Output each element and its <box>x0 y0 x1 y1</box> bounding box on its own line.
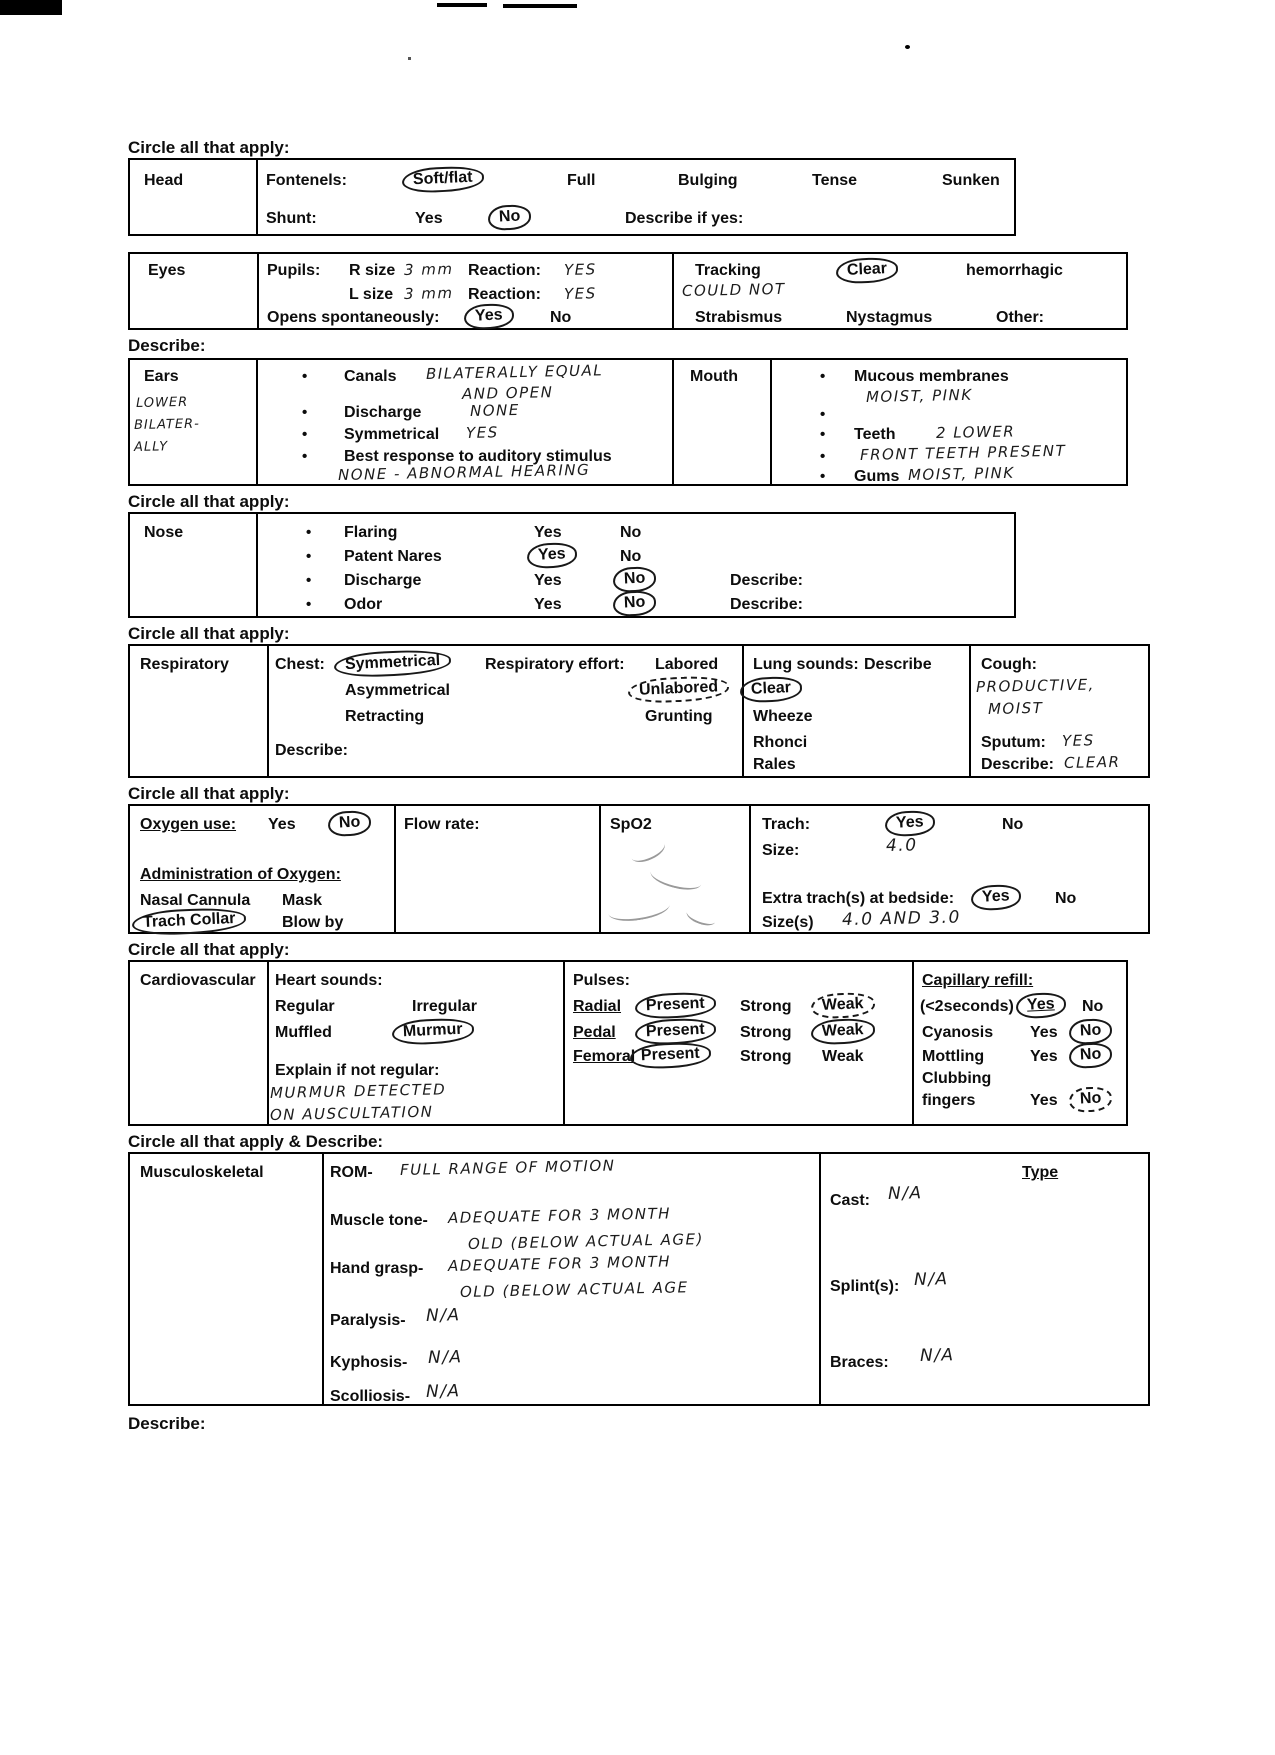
circle-all-label-cardio: Circle all that apply: <box>128 940 290 959</box>
option-soft-flat: Soft/flat <box>401 165 484 194</box>
musculoskeletal-title: Musculoskeletal <box>140 1164 264 1181</box>
cyanosis-yes: Yes <box>1030 1024 1058 1041</box>
femoral-present: Present <box>629 1041 711 1069</box>
muscle-tone-value: ADEQUATE FOR 3 MONTH <box>447 1204 672 1227</box>
scan-dot-artifact <box>905 45 910 49</box>
ears-margin-note: BILATER- <box>133 416 200 433</box>
explain-label: Explain if not regular: <box>275 1062 440 1079</box>
rom-value: FULL RANGE OF MOTION <box>399 1156 616 1179</box>
radial-present: Present <box>634 991 716 1019</box>
r-reaction-value: YES <box>563 260 597 279</box>
bullet-icon: • <box>820 468 826 485</box>
effort-label: Respiratory effort: <box>485 656 625 673</box>
trach-size-value: 4.0 <box>885 835 918 856</box>
nose-discharge-label: Discharge <box>344 572 422 589</box>
bullet-icon: • <box>302 404 308 421</box>
l-size-value: 3 mm <box>403 283 454 303</box>
respiratory-section <box>128 644 1150 778</box>
pulse-pedal: Pedal <box>573 1024 616 1041</box>
eyes-section <box>128 252 1128 330</box>
circle-all-label-oxygen: Circle all that apply: <box>128 784 290 803</box>
lung-describe-option: Describe <box>864 656 932 673</box>
column-divider <box>819 1154 821 1404</box>
explain-value: MURMUR DETECTED <box>269 1080 447 1102</box>
radial-strong: Strong <box>740 998 792 1015</box>
canals-value: AND OPEN <box>461 383 554 403</box>
shunt-label: Shunt: <box>266 210 317 227</box>
trach-collar-option: Trach Collar <box>132 907 247 937</box>
pedal-present: Present <box>634 1017 716 1045</box>
femoral-weak: Weak <box>822 1048 864 1065</box>
circle-all-label-respiratory: Circle all that apply: <box>128 624 290 643</box>
cough-describe-value: CLEAR <box>1063 752 1121 772</box>
pulse-radial: Radial <box>573 998 622 1015</box>
column-divider <box>599 806 601 932</box>
nose-discharge-no: No <box>612 566 656 593</box>
auditory-value: NONE - ABNORMAL HEARING <box>337 460 591 484</box>
effort-grunting: Grunting <box>645 708 713 725</box>
mucous-label: Mucous membranes <box>854 368 1009 385</box>
oxygen-use-no: No <box>327 810 371 837</box>
flaring-yes: Yes <box>534 524 562 541</box>
nystagmus-option: Nystagmus <box>846 309 933 326</box>
mottling-yes: Yes <box>1030 1048 1058 1065</box>
ear-discharge-value: NONE <box>469 400 520 420</box>
extra-trach-label: Extra trach(s) at bedside: <box>762 890 955 907</box>
patent-nares-yes: Yes <box>526 542 577 569</box>
gums-label: Gums <box>854 468 900 485</box>
odor-yes: Yes <box>534 596 562 613</box>
lung-wheeze: Wheeze <box>753 708 813 725</box>
tracking-clear: Clear <box>835 257 898 285</box>
option-tense: Tense <box>812 172 858 189</box>
option-sunken: Sunken <box>942 172 1000 189</box>
head-section <box>128 158 1016 236</box>
extra-trach-no: No <box>1055 890 1077 907</box>
scolliosis-label: Scolliosis- <box>330 1388 411 1405</box>
option-full: Full <box>567 172 596 189</box>
muscle-tone-value: OLD (BELOW ACTUAL AGE) <box>467 1230 705 1253</box>
l-size-label: L size <box>349 286 394 303</box>
bullet-icon: • <box>302 368 308 385</box>
trach-label: Trach: <box>762 816 811 833</box>
cast-label: Cast: <box>830 1192 871 1209</box>
type-heading: Type <box>1022 1164 1059 1181</box>
cough-value: PRODUCTIVE, <box>975 675 1096 696</box>
circle-all-label-head: Circle all that apply: <box>128 138 290 157</box>
mask-option: Mask <box>282 892 323 909</box>
lung-rhonci: Rhonci <box>753 734 808 751</box>
bullet-icon: • <box>302 426 308 443</box>
scan-edge-artifact <box>0 0 62 15</box>
hand-grasp-value: OLD (BELOW ACTUAL AGE <box>459 1278 689 1301</box>
pencil-scribble <box>648 862 703 894</box>
gums-value: MOIST, PINK <box>907 463 1015 484</box>
effort-unlabored: Unlabored <box>628 675 730 704</box>
pedal-strong: Strong <box>740 1024 792 1041</box>
cardiovascular-section <box>128 960 1128 1126</box>
sputum-value: YES <box>1061 731 1095 750</box>
patent-nares-label: Patent Nares <box>344 548 442 565</box>
lung-rales: Rales <box>753 756 796 773</box>
pulse-femoral: Femoral <box>573 1048 636 1065</box>
braces-label: Braces: <box>830 1354 889 1371</box>
capillary-yes: Yes <box>1015 992 1066 1019</box>
clubbing-label: Clubbing <box>922 1070 992 1087</box>
column-divider <box>672 360 674 484</box>
scan-dash-artifact <box>437 3 487 7</box>
r-reaction-label: Reaction: <box>468 262 541 279</box>
column-divider <box>256 160 258 234</box>
shunt-no: No <box>487 204 531 231</box>
admin-oxygen-label: Administration of Oxygen: <box>140 866 341 883</box>
femoral-strong: Strong <box>740 1048 792 1065</box>
rom-label: ROM- <box>330 1164 373 1181</box>
nose-discharge-yes: Yes <box>534 572 562 589</box>
column-divider <box>563 962 565 1124</box>
mottling-no: No <box>1068 1042 1112 1069</box>
explain-value: ON AUSCULTATION <box>269 1102 434 1124</box>
flaring-no: No <box>620 524 642 541</box>
column-divider <box>267 646 269 776</box>
column-divider <box>267 962 269 1124</box>
muscle-tone-label: Muscle tone- <box>330 1212 428 1229</box>
chest-symmetrical: Symmetrical <box>334 648 452 678</box>
column-divider <box>912 962 914 1124</box>
other-label: Other: <box>996 309 1044 326</box>
opens-yes: Yes <box>463 303 514 330</box>
extra-sizes-label: Size(s) <box>762 914 814 931</box>
bullet-icon: • <box>306 524 312 541</box>
paralysis-value: N/A <box>425 1305 461 1326</box>
odor-label: Odor <box>344 596 383 613</box>
teeth-label: Teeth <box>854 426 896 443</box>
flow-rate-label: Flow rate: <box>404 816 480 833</box>
bullet-icon: • <box>820 368 826 385</box>
hand-grasp-label: Hand grasp- <box>330 1260 424 1277</box>
bullet-icon: • <box>820 448 826 465</box>
flaring-label: Flaring <box>344 524 398 541</box>
blow-by-option: Blow by <box>282 914 344 931</box>
fontenels-label: Fontenels: <box>266 172 347 189</box>
strabismus-option: Strabismus <box>695 309 783 326</box>
lung-clear: Clear <box>739 676 802 704</box>
sputum-label: Sputum: <box>981 734 1046 751</box>
tracking-label: Tracking <box>695 262 761 279</box>
kyphosis-label: Kyphosis- <box>330 1354 408 1371</box>
column-divider <box>742 646 744 776</box>
column-divider <box>256 514 258 616</box>
radial-weak: Weak <box>810 992 875 1020</box>
heart-irregular: Irregular <box>412 998 477 1015</box>
heart-regular: Regular <box>275 998 335 1015</box>
pencil-scribble <box>628 835 668 866</box>
lung-sounds-label: Lung sounds: <box>753 656 859 673</box>
shunt-describe-label: Describe if yes: <box>625 210 744 227</box>
splint-label: Splint(s): <box>830 1278 900 1295</box>
capillary-no: No <box>1082 998 1104 1015</box>
splint-value: N/A <box>913 1269 949 1290</box>
bullet-icon: • <box>302 448 308 465</box>
nasal-cannula-option: Nasal Cannula <box>140 892 251 909</box>
oxygen-use-yes: Yes <box>268 816 296 833</box>
mottling-label: Mottling <box>922 1048 985 1065</box>
column-divider <box>969 646 971 776</box>
pencil-scribble <box>607 893 672 924</box>
column-divider <box>770 360 772 484</box>
shunt-yes: Yes <box>415 210 443 227</box>
ears-margin-note: LOWER <box>135 394 189 411</box>
canals-label: Canals <box>344 368 397 385</box>
cardiovascular-title: Cardiovascular <box>140 972 256 989</box>
spo2-label: SpO2 <box>610 816 652 833</box>
heart-muffled: Muffled <box>275 1024 332 1041</box>
cough-describe-label: Describe: <box>981 756 1054 773</box>
chest-label: Chest: <box>275 656 325 673</box>
chest-asymmetrical: Asymmetrical <box>345 682 450 699</box>
column-divider <box>394 806 396 932</box>
trach-no: No <box>1002 816 1024 833</box>
capillary-refill-label: Capillary refill: <box>922 972 1034 989</box>
extra-trach-yes: Yes <box>970 884 1021 911</box>
clubbing-fingers-label: fingers <box>922 1092 976 1109</box>
ear-symmetrical-value: YES <box>465 423 499 442</box>
chest-describe-label: Describe: <box>275 742 348 759</box>
nose-section <box>128 512 1016 618</box>
scan-dash-artifact <box>503 4 577 8</box>
l-reaction-label: Reaction: <box>468 286 541 303</box>
trach-yes: Yes <box>884 810 935 837</box>
column-divider <box>256 360 258 484</box>
respiratory-title: Respiratory <box>140 656 229 673</box>
cyanosis-label: Cyanosis <box>922 1024 994 1041</box>
option-bulging: Bulging <box>678 172 738 189</box>
bullet-icon: • <box>306 572 312 589</box>
odor-describe: Describe: <box>730 596 803 613</box>
clubbing-yes: Yes <box>1030 1092 1058 1109</box>
eyes-title: Eyes <box>148 262 186 279</box>
nose-discharge-describe: Describe: <box>730 572 803 589</box>
bullet-icon: • <box>306 548 312 565</box>
scolliosis-value: N/A <box>425 1381 461 1402</box>
oxygen-section <box>128 804 1150 934</box>
musculoskeletal-section <box>128 1152 1150 1406</box>
column-divider <box>672 254 674 328</box>
cough-label: Cough: <box>981 656 1037 673</box>
paralysis-label: Paralysis- <box>330 1312 406 1329</box>
column-divider <box>257 254 259 328</box>
circle-all-describe-label: Circle all that apply & Describe: <box>128 1132 384 1151</box>
teeth-value: 2 LOWER <box>935 422 1016 442</box>
r-size-value: 3 mm <box>403 259 454 279</box>
teeth-value-2: FRONT TEETH PRESENT <box>859 441 1067 464</box>
bullet-icon: • <box>820 406 826 423</box>
tracking-hemorrhagic: hemorrhagic <box>966 262 1063 279</box>
column-divider <box>749 806 751 932</box>
auditory-label: Best response to auditory stimulus <box>344 448 612 465</box>
patent-nares-no: No <box>620 548 642 565</box>
clubbing-no: No <box>1068 1086 1112 1113</box>
head-title: Head <box>144 172 184 189</box>
pupils-label: Pupils: <box>267 262 321 279</box>
capillary-qualifier: (<2seconds) <box>920 998 1014 1015</box>
canals-value: BILATERALLY EQUAL <box>425 361 604 383</box>
cast-value: N/A <box>887 1183 923 1204</box>
ear-discharge-label: Discharge <box>344 404 422 421</box>
oxygen-use-label: Oxygen use: <box>140 816 237 833</box>
hand-grasp-value: ADEQUATE FOR 3 MONTH <box>447 1252 672 1275</box>
mouth-title: Mouth <box>690 368 738 385</box>
circle-all-label-nose: Circle all that apply: <box>128 492 290 511</box>
braces-value: N/A <box>919 1345 955 1366</box>
nose-title: Nose <box>144 524 184 541</box>
kyphosis-value: N/A <box>427 1347 463 1368</box>
cough-value: MOIST <box>987 698 1044 718</box>
opens-no: No <box>550 309 572 326</box>
bullet-icon: • <box>306 596 312 613</box>
ears-margin-note: ALLY <box>133 439 169 455</box>
l-reaction-value: YES <box>563 284 597 303</box>
scan-dot-artifact <box>408 57 411 60</box>
heart-murmur: Murmur <box>391 1017 474 1046</box>
opens-label: Opens spontaneously: <box>267 309 440 326</box>
trach-size-label: Size: <box>762 842 800 859</box>
column-divider <box>322 1154 324 1404</box>
extra-sizes-value: 4.0 AND 3.0 <box>841 907 962 930</box>
chest-retracting: Retracting <box>345 708 425 725</box>
ear-symmetrical-label: Symmetrical <box>344 426 440 443</box>
ears-mouth-section <box>128 358 1128 486</box>
r-size-label: R size <box>349 262 396 279</box>
pencil-scribble <box>685 905 718 928</box>
heart-sounds-label: Heart sounds: <box>275 972 383 989</box>
describe-label-eyes: Describe: <box>128 336 206 355</box>
pedal-weak: Weak <box>810 1018 875 1046</box>
odor-no: No <box>612 590 656 617</box>
pulses-label: Pulses: <box>573 972 630 989</box>
tracking-note: COULD NOT <box>681 279 786 300</box>
bullet-icon: • <box>820 426 826 443</box>
effort-labored: Labored <box>655 656 719 673</box>
mucous-value: MOIST, PINK <box>865 385 973 406</box>
cyanosis-no: No <box>1068 1018 1112 1045</box>
describe-label-bottom: Describe: <box>128 1414 206 1433</box>
ears-title: Ears <box>144 368 179 385</box>
